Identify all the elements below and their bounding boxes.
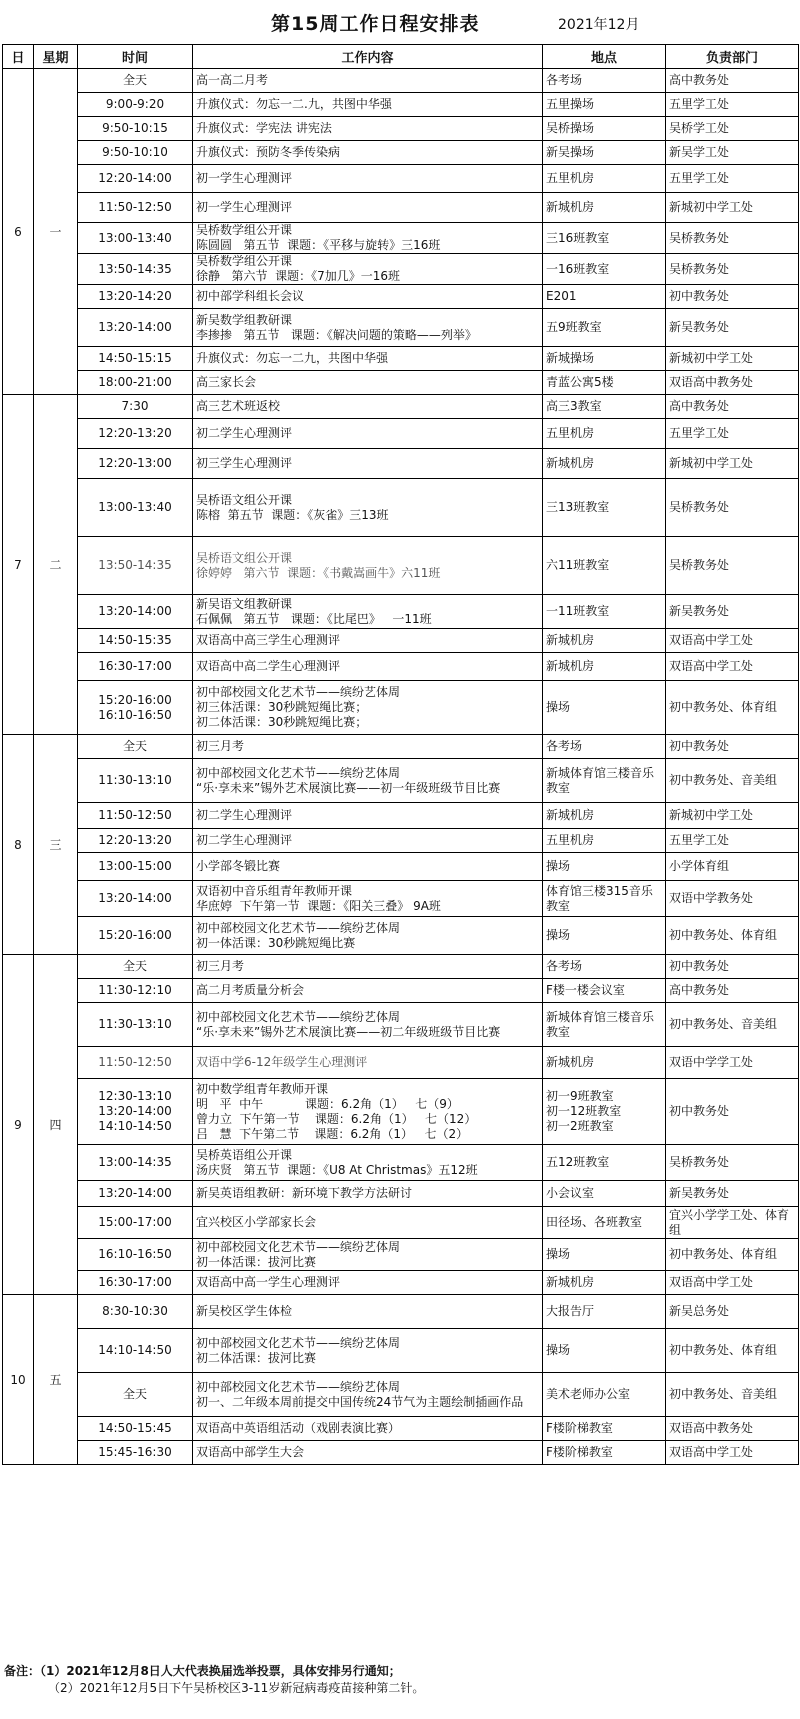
content-cell: 新吴语文组教研课 石佩佩 第五节 课题：《比尾巴》 一11班 — [193, 595, 543, 629]
content-cell: 初一学生心理测评 — [193, 193, 543, 223]
weekday-cell: 四 — [34, 955, 78, 1295]
content-cell: 升旗仪式：学宪法 讲宪法 — [193, 117, 543, 141]
table-row — [3, 759, 799, 803]
table-row — [3, 141, 799, 165]
content-cell: 双语初中音乐组青年教师开课 华庶婷 下午第一节 课题：《阳关三叠》 9A班 — [193, 881, 543, 917]
dept-cell: 双语高中学工处 — [666, 653, 799, 681]
header-day: 日 — [3, 45, 34, 69]
place-cell: 五里机房 — [543, 419, 666, 449]
content-cell: 初中部校园文化艺术节——缤纷艺体周 初一、二年级本周前提交中国传统24节气为主题绘制插画作品 — [193, 1373, 543, 1417]
dept-cell: 新吴总务处 — [666, 1295, 799, 1329]
dept-cell: 双语中学教务处 — [666, 881, 799, 917]
weekday-cell: 五 — [34, 1295, 78, 1465]
table-row — [3, 1181, 799, 1207]
dept-cell: 新吴教务处 — [666, 309, 799, 347]
content-cell: 小学部冬锻比赛 — [193, 853, 543, 881]
place-cell: F楼阶梯教室 — [543, 1441, 666, 1465]
table-row — [3, 681, 799, 735]
time-cell: 16:10-16:50 — [78, 1239, 193, 1271]
time-cell: 13:20-14:00 — [78, 1181, 193, 1207]
content-cell: 初二学生心理测评 — [193, 419, 543, 449]
time-cell: 13:20-14:00 — [78, 595, 193, 629]
content-cell: 吴桥语文组公开课 陈榕 第五节 课题：《灰雀》三13班 — [193, 479, 543, 537]
schedule-body — [3, 69, 799, 1465]
place-cell: 初一9班教室 初一12班教室 初一2班教室 — [543, 1079, 666, 1145]
time-cell: 11:30-13:10 — [78, 1003, 193, 1047]
table-row — [3, 254, 799, 285]
table-row — [3, 1207, 799, 1239]
place-cell: 操场 — [543, 1239, 666, 1271]
time-cell: 14:50-15:35 — [78, 629, 193, 653]
dept-cell: 高中教务处 — [666, 395, 799, 419]
time-cell: 13:00-14:35 — [78, 1145, 193, 1181]
dept-cell: 新吴教务处 — [666, 1181, 799, 1207]
dept-cell: 高中教务处 — [666, 69, 799, 93]
dept-cell: 五里学工处 — [666, 829, 799, 853]
time-cell: 9:00-9:20 — [78, 93, 193, 117]
dept-cell: 双语高中教务处 — [666, 1417, 799, 1441]
weekday-cell: 一 — [34, 69, 78, 395]
table-row — [3, 1239, 799, 1271]
weekday-cell: 三 — [34, 735, 78, 955]
dept-cell: 五里学工处 — [666, 93, 799, 117]
time-cell: 15:20-16:00 — [78, 917, 193, 955]
dept-cell: 高中教务处 — [666, 979, 799, 1003]
dept-cell: 初中教务处 — [666, 1079, 799, 1145]
place-cell: 操场 — [543, 1329, 666, 1373]
place-cell: 五12班教室 — [543, 1145, 666, 1181]
notes — [4, 1663, 796, 1697]
content-cell: 升旗仪式：勿忘一二九，共图中华强 — [193, 347, 543, 371]
time-cell: 12:20-14:00 — [78, 165, 193, 193]
table-row — [3, 1373, 799, 1417]
content-cell: 宜兴校区小学部家长会 — [193, 1207, 543, 1239]
content-cell: 升旗仪式：勿忘一二.九，共图中华强 — [193, 93, 543, 117]
table-row — [3, 223, 799, 254]
content-cell: 吴桥数学组公开课 徐静 第六节 课题：《7加几》一16班 — [193, 254, 543, 285]
day-cell: 10 — [3, 1295, 34, 1465]
weekday-cell: 二 — [34, 395, 78, 735]
table-row — [3, 309, 799, 347]
place-cell: 新城机房 — [543, 653, 666, 681]
time-cell: 13:00-13:40 — [78, 479, 193, 537]
content-cell: 双语高中高三学生心理测评 — [193, 629, 543, 653]
place-cell: 新城体育馆三楼音乐教室 — [543, 1003, 666, 1047]
dept-cell: 初中教务处、音美组 — [666, 1373, 799, 1417]
content-cell: 高二月考质量分析会 — [193, 979, 543, 1003]
dept-cell: 吴桥学工处 — [666, 117, 799, 141]
time-cell: 12:20-13:00 — [78, 449, 193, 479]
time-cell: 13:50-14:35 — [78, 537, 193, 595]
dept-cell: 双语高中学工处 — [666, 1271, 799, 1295]
dept-cell: 吴桥教务处 — [666, 1145, 799, 1181]
time-cell: 12:30-13:10 13:20-14:00 14:10-14:50 — [78, 1079, 193, 1145]
content-cell: 初中部校园文化艺术节——缤纷艺体周 初一体活课：拔河比赛 — [193, 1239, 543, 1271]
place-cell: 新城机房 — [543, 193, 666, 223]
table-row — [3, 1295, 799, 1329]
place-cell: 各考场 — [543, 69, 666, 93]
dept-cell: 五里学工处 — [666, 165, 799, 193]
time-cell: 8:30-10:30 — [78, 1295, 193, 1329]
table-row — [3, 419, 799, 449]
place-cell: 操场 — [543, 681, 666, 735]
content-cell: 初二学生心理测评 — [193, 803, 543, 829]
place-cell: 新城机房 — [543, 449, 666, 479]
time-cell: 13:20-14:00 — [78, 309, 193, 347]
time-cell: 16:30-17:00 — [78, 653, 193, 681]
dept-cell: 初中教务处、体育组 — [666, 681, 799, 735]
time-cell: 14:50-15:15 — [78, 347, 193, 371]
content-cell: 初中部校园文化艺术节——缤纷艺体周 初一体活课：30秒跳短绳比赛 — [193, 917, 543, 955]
time-cell: 13:00-15:00 — [78, 853, 193, 881]
time-cell: 11:30-12:10 — [78, 979, 193, 1003]
place-cell: 各考场 — [543, 955, 666, 979]
table-row — [3, 69, 799, 93]
day-cell: 7 — [3, 395, 34, 735]
place-cell: 五9班教室 — [543, 309, 666, 347]
dept-cell: 双语高中学工处 — [666, 1441, 799, 1465]
place-cell: 大报告厅 — [543, 1295, 666, 1329]
place-cell: 一11班教室 — [543, 595, 666, 629]
table-row — [3, 193, 799, 223]
table-row — [3, 803, 799, 829]
note-1: 备注：（1）2021年12月8日人大代表换届选举投票，具体安排另行通知； — [4, 1664, 401, 1678]
place-cell: 各考场 — [543, 735, 666, 759]
dept-cell: 五里学工处 — [666, 419, 799, 449]
time-cell: 11:50-12:50 — [78, 1047, 193, 1079]
table-row — [3, 285, 799, 309]
dept-cell: 新城初中学工处 — [666, 193, 799, 223]
page-title: 第15周工作日程安排表 — [271, 13, 480, 35]
table-row — [3, 629, 799, 653]
dept-cell: 新城初中学工处 — [666, 449, 799, 479]
table-row — [3, 979, 799, 1003]
dept-cell: 新城初中学工处 — [666, 347, 799, 371]
dept-cell: 吴桥教务处 — [666, 223, 799, 254]
table-row — [3, 1003, 799, 1047]
content-cell: 高三家长会 — [193, 371, 543, 395]
time-cell: 9:50-10:10 — [78, 141, 193, 165]
dept-cell: 新吴教务处 — [666, 595, 799, 629]
content-cell: 初中部学科组长会议 — [193, 285, 543, 309]
content-cell: 初一学生心理测评 — [193, 165, 543, 193]
header-time: 时间 — [78, 45, 193, 69]
time-cell: 12:20-13:20 — [78, 829, 193, 853]
place-cell: 田径场、各班教室 — [543, 1207, 666, 1239]
time-cell: 全天 — [78, 735, 193, 759]
place-cell: 六11班教室 — [543, 537, 666, 595]
content-cell: 初中部校园文化艺术节——缤纷艺体周 初三体活课：30秒跳短绳比赛； 初二体活课：30秒跳短绳比赛； — [193, 681, 543, 735]
content-cell: 初三月考 — [193, 955, 543, 979]
place-cell: 新城机房 — [543, 629, 666, 653]
time-cell: 全天 — [78, 69, 193, 93]
note-2: （2）2021年12月5日下午吴桥校区3-11岁新冠病毒疫苗接种第二针。 — [48, 1681, 425, 1695]
content-cell: 升旗仪式：预防冬季传染病 — [193, 141, 543, 165]
dept-cell: 吴桥教务处 — [666, 537, 799, 595]
header-dept: 负责部门 — [666, 45, 799, 69]
time-cell: 18:00-21:00 — [78, 371, 193, 395]
time-cell: 13:50-14:35 — [78, 254, 193, 285]
dept-cell: 双语中学学工处 — [666, 1047, 799, 1079]
time-cell: 13:00-13:40 — [78, 223, 193, 254]
time-cell: 11:50-12:50 — [78, 193, 193, 223]
place-cell: 吴桥操场 — [543, 117, 666, 141]
time-cell: 15:00-17:00 — [78, 1207, 193, 1239]
dept-cell: 初中教务处 — [666, 285, 799, 309]
content-cell: 双语中学6-12年级学生心理测评 — [193, 1047, 543, 1079]
schedule-table — [2, 44, 799, 1465]
table-row — [3, 853, 799, 881]
place-cell: 新城机房 — [543, 1047, 666, 1079]
content-cell: 新吴数学组教研课 李掺掺 第五节 课题：《解决问题的策略——列举》 — [193, 309, 543, 347]
place-cell: E201 — [543, 285, 666, 309]
dept-cell: 小学体育组 — [666, 853, 799, 881]
time-cell: 7:30 — [78, 395, 193, 419]
content-cell: 吴桥英语组公开课 汤庆贤 第五节 课题：《U8 At Christmas》五12班 — [193, 1145, 543, 1181]
time-cell: 13:20-14:00 — [78, 881, 193, 917]
time-cell: 14:50-15:45 — [78, 1417, 193, 1441]
time-cell: 15:45-16:30 — [78, 1441, 193, 1465]
dept-cell: 初中教务处、体育组 — [666, 1329, 799, 1373]
place-cell: 三13班教室 — [543, 479, 666, 537]
time-cell: 11:30-13:10 — [78, 759, 193, 803]
day-cell: 6 — [3, 69, 34, 395]
day-cell: 8 — [3, 735, 34, 955]
table-row — [3, 1441, 799, 1465]
dept-cell: 新吴学工处 — [666, 141, 799, 165]
time-cell: 全天 — [78, 955, 193, 979]
table-row — [3, 595, 799, 629]
content-cell: 初中部校园文化艺术节——缤纷艺体周 “乐·享未来”锡外艺术展演比赛——初二年级班级节目比赛 — [193, 1003, 543, 1047]
place-cell: 新城操场 — [543, 347, 666, 371]
place-cell: 体育馆三楼315音乐教室 — [543, 881, 666, 917]
place-cell: 一16班教室 — [543, 254, 666, 285]
time-cell: 16:30-17:00 — [78, 1271, 193, 1295]
content-cell: 初中数学组青年教师开课 明 平 中午 课题：6.2角（1） 七（9） 曾力立 下午第一节 课题：6.2角（1） 七（12） 吕 慧 下午第二节 课题：6.2角（1） 七（2） — [193, 1079, 543, 1145]
place-cell: 操场 — [543, 853, 666, 881]
table-row — [3, 1145, 799, 1181]
content-cell: 吴桥语文组公开课 徐婷婷 第六节 课题：《书戴嵩画牛》六11班 — [193, 537, 543, 595]
time-cell: 13:20-14:20 — [78, 285, 193, 309]
table-row — [3, 653, 799, 681]
place-cell: 新吴操场 — [543, 141, 666, 165]
content-cell: 双语高中高一学生心理测评 — [193, 1271, 543, 1295]
table-row — [3, 395, 799, 419]
time-cell: 15:20-16:00 16:10-16:50 — [78, 681, 193, 735]
place-cell: 新城机房 — [543, 1271, 666, 1295]
place-cell: 新城机房 — [543, 803, 666, 829]
place-cell: F楼一楼会议室 — [543, 979, 666, 1003]
place-cell: 青蓝公寓5楼 — [543, 371, 666, 395]
content-cell: 初中部校园文化艺术节——缤纷艺体周 初二体活课：拔河比赛 — [193, 1329, 543, 1373]
table-row — [3, 449, 799, 479]
place-cell: 美术老师办公室 — [543, 1373, 666, 1417]
place-cell: 五里操场 — [543, 93, 666, 117]
table-row — [3, 1047, 799, 1079]
place-cell: F楼阶梯教室 — [543, 1417, 666, 1441]
place-cell: 五里机房 — [543, 165, 666, 193]
place-cell: 三16班教室 — [543, 223, 666, 254]
table-row — [3, 1329, 799, 1373]
content-cell: 初三月考 — [193, 735, 543, 759]
table-row — [3, 165, 799, 193]
time-cell: 全天 — [78, 1373, 193, 1417]
dept-cell: 双语高中学工处 — [666, 629, 799, 653]
table-row — [3, 881, 799, 917]
day-cell: 9 — [3, 955, 34, 1295]
content-cell: 双语高中英语组活动（戏剧表演比赛） — [193, 1417, 543, 1441]
page-header — [0, 0, 800, 44]
content-cell: 双语高中部学生大会 — [193, 1441, 543, 1465]
header-place: 地点 — [543, 45, 666, 69]
dept-cell: 初中教务处、体育组 — [666, 1239, 799, 1271]
table-row — [3, 93, 799, 117]
table-row — [3, 347, 799, 371]
place-cell: 小会议室 — [543, 1181, 666, 1207]
content-cell: 吴桥数学组公开课 陈圆圆 第五节 课题：《平移与旋转》三16班 — [193, 223, 543, 254]
dept-cell: 初中教务处、音美组 — [666, 759, 799, 803]
table-row — [3, 829, 799, 853]
table-row — [3, 735, 799, 759]
table-row — [3, 1271, 799, 1295]
dept-cell: 初中教务处 — [666, 735, 799, 759]
table-row — [3, 479, 799, 537]
time-cell: 12:20-13:20 — [78, 419, 193, 449]
content-cell: 新吴英语组教研：新环境下教学方法研讨 — [193, 1181, 543, 1207]
place-cell: 五里机房 — [543, 829, 666, 853]
header-weekday: 星期 — [34, 45, 78, 69]
table-row — [3, 371, 799, 395]
dept-cell: 初中教务处、体育组 — [666, 917, 799, 955]
table-row — [3, 1079, 799, 1145]
header-row — [3, 45, 799, 69]
content-cell: 双语高中高二学生心理测评 — [193, 653, 543, 681]
table-row — [3, 537, 799, 595]
content-cell: 初二学生心理测评 — [193, 829, 543, 853]
table-row — [3, 117, 799, 141]
content-cell: 高三艺术班返校 — [193, 395, 543, 419]
place-cell: 操场 — [543, 917, 666, 955]
table-row — [3, 1417, 799, 1441]
place-cell: 新城体育馆三楼音乐教室 — [543, 759, 666, 803]
content-cell: 高一高二月考 — [193, 69, 543, 93]
table-row — [3, 955, 799, 979]
time-cell: 14:10-14:50 — [78, 1329, 193, 1373]
dept-cell: 吴桥教务处 — [666, 479, 799, 537]
dept-cell: 新城初中学工处 — [666, 803, 799, 829]
dept-cell: 初中教务处 — [666, 955, 799, 979]
content-cell: 初三学生心理测评 — [193, 449, 543, 479]
header-content: 工作内容 — [193, 45, 543, 69]
dept-cell: 双语高中教务处 — [666, 371, 799, 395]
dept-cell: 吴桥教务处 — [666, 254, 799, 285]
dept-cell: 初中教务处、音美组 — [666, 1003, 799, 1047]
time-cell: 11:50-12:50 — [78, 803, 193, 829]
page-subtitle: 2021年12月 — [558, 17, 640, 33]
place-cell: 高三3教室 — [543, 395, 666, 419]
time-cell: 9:50-10:15 — [78, 117, 193, 141]
dept-cell: 宜兴小学学工处、体育组 — [666, 1207, 799, 1239]
content-cell: 新吴校区学生体检 — [193, 1295, 543, 1329]
table-row — [3, 917, 799, 955]
content-cell: 初中部校园文化艺术节——缤纷艺体周 “乐·享未来”锡外艺术展演比赛——初一年级班级节目比赛 — [193, 759, 543, 803]
